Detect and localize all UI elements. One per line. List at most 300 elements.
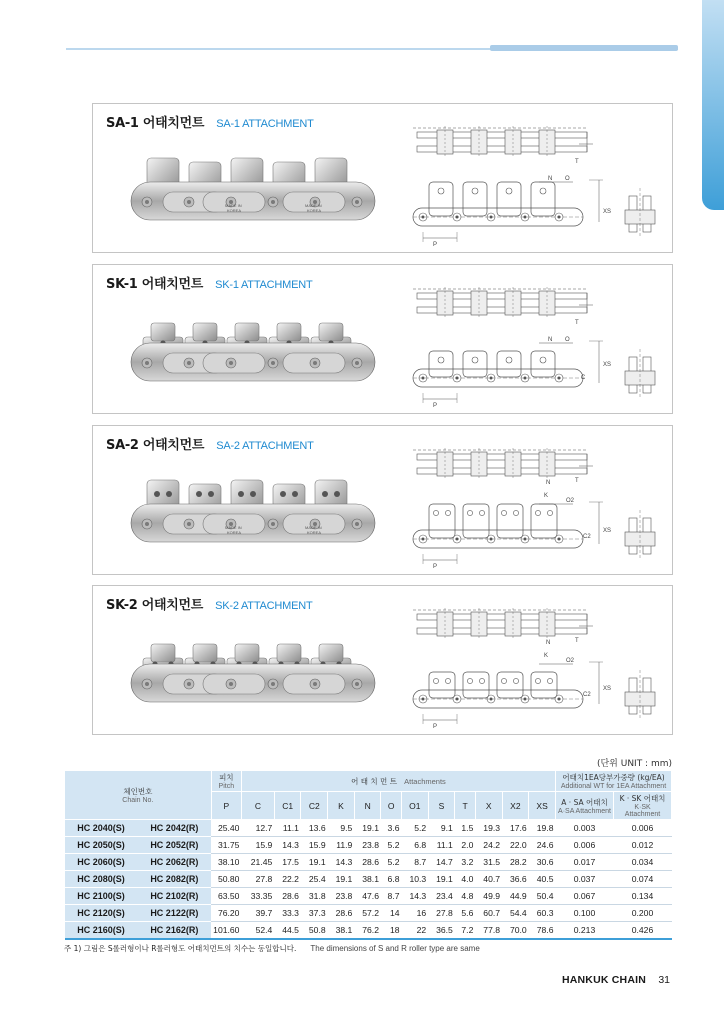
dim-label-k: K [544,493,549,499]
table-cell: 14.3 [402,888,429,905]
dim-label-xs: XS [603,362,612,368]
weight-a: 0.006 [556,837,614,854]
dim-header: C1 [274,792,301,820]
table-cell: 24.2 [475,837,502,854]
chain-no-r: HC 2052(R) [137,837,211,854]
table-cell: 3.6 [381,820,402,837]
table-cell: 28.6 [354,854,381,871]
header-weight-en: Additional WT for 1EA Attachment [560,783,667,790]
table-cell: 11.1 [274,820,301,837]
section-title [106,112,314,132]
drawing-end-roller [625,692,655,706]
pin-head [187,682,191,686]
photo-stamp: KOREA [227,208,242,213]
dim-label-xs: XS [603,528,612,534]
table-cell: 77.8 [475,922,502,939]
chain-photo [123,630,381,722]
photo-stamp: MADE IN [225,525,242,530]
chain-no-s: HC 2080(S) [65,871,138,888]
photo-stamp: KOREA [307,530,322,535]
drawing-tab [497,182,521,216]
table-cell: 24.6 [529,837,556,854]
table-cell: 2.0 [455,837,476,854]
technical-drawing [403,110,665,248]
table-cell: 40.7 [475,871,502,888]
chain-no-r: HC 2122(R) [137,905,211,922]
table-cell: 23.8 [354,837,381,854]
dim-header: O1 [402,792,429,820]
page-number: 31 [658,974,670,986]
chain-no-r: HC 2162(R) [137,922,211,939]
pin-head [187,361,191,365]
table-row [65,888,672,905]
drawing-hole [506,357,512,363]
table-cell: 5.2 [381,837,402,854]
pin-head [187,200,191,204]
table-cell: 39.7 [241,905,274,922]
table-cell: 3.2 [455,854,476,871]
chain-photo [123,470,381,562]
drawing-hole [438,188,444,194]
title-ko: SK-2 어태치먼트 [106,598,204,613]
drawing-hole [467,510,472,515]
title-ko: SK-1 어태치먼트 [106,277,204,292]
header-pitch-ko: 피치 [219,773,234,782]
table-cell: 23.4 [428,888,455,905]
table-cell: 44.9 [502,888,529,905]
dim-label-t: T [575,478,579,484]
header-wt-k-en: K·SK Attachment [624,804,661,818]
table-cell: 36.5 [428,922,455,939]
table-cell: 76.20 [211,905,241,922]
table-cell: 14.3 [274,837,301,854]
weight-k: 0.034 [614,854,672,871]
drawing-hole [438,357,444,363]
drawing-tab [429,504,455,538]
weight-a: 0.100 [556,905,614,922]
technical-drawing [403,592,665,730]
drawing-end-roller [625,371,655,385]
drawing-tab [463,504,489,538]
table-cell: 14 [381,905,402,922]
table-cell: 52.4 [241,922,274,939]
section-sa1 [92,103,673,253]
drawing-tab [429,672,455,698]
chain-no-s: HC 2120(S) [65,905,138,922]
footer-brand: HANKUK CHAIN [561,974,646,986]
title-ko: SA-2 어태치먼트 [106,438,205,453]
footnote-en: The dimensions of S and R roller type are same [310,944,480,953]
weight-k: 0.426 [614,922,672,939]
drawing-tab [497,672,523,698]
table-cell: 15.9 [241,837,274,854]
technical-drawing [403,271,665,409]
photo-stamp: MADE IN [225,203,242,208]
dim-header: T [455,792,476,820]
pin-head [145,200,149,204]
section-title [106,594,313,614]
tab-hole [196,491,202,497]
drawing-tab [531,504,557,538]
drawing-hole [513,678,518,683]
table-cell: 38.1 [354,871,381,888]
tab-hole [208,491,214,497]
attachment-tab [277,644,301,662]
chain-no-s: HC 2040(S) [65,820,138,837]
dim-label-o: O [565,337,570,343]
table-cell: 60.3 [529,905,556,922]
table-cell: 28.6 [328,905,355,922]
pin-head [271,682,275,686]
header-attach-en: Attachments [404,776,446,786]
drawing-tab [463,672,489,698]
table-cell: 19.1 [301,854,328,871]
drawing-tab [429,182,453,216]
dim-header: S [428,792,455,820]
drawing-hole [547,678,552,683]
dim-header: N [354,792,381,820]
table-cell: 16 [402,905,429,922]
dim-label-p: P [433,564,438,570]
header-wt-k-ko: K · SK 어태치 [619,794,666,803]
attachment-tab [193,323,217,341]
header-pitch-en: Pitch [218,783,235,790]
chain-no-s: HC 2160(S) [65,922,138,939]
table-cell: 22 [402,922,429,939]
photo-stamp: MADE IN [305,525,322,530]
photo-stamp: KOREA [227,530,242,535]
table-cell: 28.2 [502,854,529,871]
section-title [106,273,313,293]
unit-note: (단위 UNIT : mm) [596,759,672,769]
title-en: SA-1 ATTACHMENT [216,118,314,130]
table-cell: 14.3 [328,854,355,871]
weight-a: 0.037 [556,871,614,888]
table-cell: 28.6 [274,888,301,905]
header-pitch [211,771,241,792]
title-en: SA-2 ATTACHMENT [216,440,314,452]
table-cell: 38.1 [328,922,355,939]
table-cell: 47.6 [354,888,381,905]
drawing-hole [467,678,472,683]
table-cell: 8.7 [402,854,429,871]
pin-head [355,522,359,526]
table-cell: 5.2 [402,820,429,837]
drawing-tab [531,672,557,698]
dim-label-k: K [544,653,549,659]
tab-hole [166,491,172,497]
attachment-tab [151,323,175,341]
table-cell: 17.6 [502,820,529,837]
title-ko: SA-1 어태치먼트 [106,116,205,131]
footnote-ko: 주 1) 그림은 S롤러형이나 R롤러형도 어태치먼트의 치수는 동일합니다. [64,944,297,953]
spec-table [64,770,672,940]
header-wt-a-en: A·SA Attachment [558,807,611,815]
drawing-tab [497,351,521,377]
pin-head [313,361,317,365]
top-rule-accent [490,45,678,51]
chain-no-s: HC 2100(S) [65,888,138,905]
table-cell: 19.8 [529,820,556,837]
drawing-tab [497,504,523,538]
chain-no-r: HC 2042(R) [137,820,211,837]
tab-hole [280,491,286,497]
dim-label-n: N [548,337,553,343]
dim-header: XS [529,792,556,820]
table-cell: 44.5 [274,922,301,939]
weight-k: 0.012 [614,837,672,854]
drawing-hole [547,510,552,515]
chain-no-r: HC 2082(R) [137,871,211,888]
drawing-end-roller [625,532,655,546]
table-row [65,820,672,837]
pin-head [229,682,233,686]
tab-hole [238,491,244,497]
drawing-hole [445,678,450,683]
chain-no-r: HC 2102(R) [137,888,211,905]
table-cell: 19.1 [428,871,455,888]
table-cell: 37.3 [301,905,328,922]
dim-label-o2: O2 [566,498,575,504]
dim-label-n: N [548,176,553,182]
table-cell: 8.7 [381,888,402,905]
table-cell: 31.5 [475,854,502,871]
table-cell: 40.5 [529,871,556,888]
table-cell: 54.4 [502,905,529,922]
drawing-tab [429,351,453,377]
table-cell: 76.2 [354,922,381,939]
header-chain-no-en: Chain No. [122,797,154,804]
table-row [65,871,672,888]
pin-head [271,361,275,365]
pin-head [313,682,317,686]
header-wt-a [556,792,614,820]
weight-k: 0.074 [614,871,672,888]
table-cell: 30.6 [529,854,556,871]
dim-header: P [211,792,241,820]
chain-no-s: HC 2050(S) [65,837,138,854]
drawing-tab [531,182,555,216]
dim-label-n: N [546,480,551,486]
table-cell: 23.8 [328,888,355,905]
dim-header: X2 [502,792,529,820]
dim-label-p: P [433,724,438,730]
technical-drawing [403,432,665,570]
table-cell: 6.8 [381,871,402,888]
header-wt-a-ko: A · SA 어태치 [561,797,608,807]
dim-label-o: O [565,176,570,182]
table-cell: 9.5 [328,820,355,837]
chain-no-s: HC 2060(S) [65,854,138,871]
table-cell: 22.0 [502,837,529,854]
drawing-hole [540,188,546,194]
table-cell: 49.9 [475,888,502,905]
weight-a: 0.017 [556,854,614,871]
table-cell: 7.2 [455,922,476,939]
table-cell: 50.8 [301,922,328,939]
table-cell: 21.45 [241,854,274,871]
attachment-tab [151,644,175,662]
weight-k: 0.134 [614,888,672,905]
dim-label-t: T [575,159,579,165]
table-cell: 19.1 [328,871,355,888]
footnote [64,943,480,954]
table-cell: 27.8 [428,905,455,922]
attachment-tab [319,323,343,341]
drawing-tab [463,351,487,377]
photo-stamp: MADE IN [305,203,322,208]
pin-head [145,361,149,365]
attachment-tab [235,644,259,662]
dim-header: X [475,792,502,820]
drawing-hole [540,357,546,363]
table-cell: 33.3 [274,905,301,922]
table-cell: 70.0 [502,922,529,939]
drawing-hole [513,510,518,515]
table-cell: 4.8 [455,888,476,905]
drawing-hole [433,678,438,683]
dim-label-t: T [575,638,579,644]
pin-head [355,200,359,204]
table-row [65,922,672,939]
drawing-hole [535,678,540,683]
tab-hole [250,491,256,497]
table-cell: 5.6 [455,905,476,922]
dim-label-c2: C2 [583,692,591,698]
table-cell: 63.50 [211,888,241,905]
dim-label-xs: XS [603,686,612,692]
table-cell: 25.40 [211,820,241,837]
pin-head [187,522,191,526]
drawing-tab [531,351,555,377]
pin-head [355,361,359,365]
pin-head [229,361,233,365]
drawing-hole [501,510,506,515]
table-row [65,905,672,922]
pin-head [271,200,275,204]
table-cell: 13.6 [301,820,328,837]
table-cell: 1.5 [455,820,476,837]
table-row [65,854,672,871]
chain-photo [123,309,381,401]
dim-label-xs: XS [603,209,612,215]
table-cell: 19.3 [475,820,502,837]
attachment-tab [193,644,217,662]
tab-hole [334,491,340,497]
section-sk2 [92,585,673,735]
table-cell: 78.6 [529,922,556,939]
header-weight-ko: 어태치1EA당부가중량 (kg/EA) [562,773,665,782]
table-cell: 38.10 [211,854,241,871]
photo-stamp: KOREA [307,208,322,213]
tab-hole [292,491,298,497]
table-cell: 18 [381,922,402,939]
dim-label-p: P [433,242,438,248]
weight-a: 0.003 [556,820,614,837]
dim-header: C2 [301,792,328,820]
header-weight [556,771,672,792]
table-cell: 5.2 [381,854,402,871]
weight-k: 0.006 [614,820,672,837]
table-cell: 31.8 [301,888,328,905]
table-cell: 11.1 [428,837,455,854]
table-cell: 9.1 [428,820,455,837]
table-cell: 50.4 [529,888,556,905]
table-cell: 60.7 [475,905,502,922]
table-cell: 14.7 [428,854,455,871]
title-en: SK-2 ATTACHMENT [215,600,313,612]
pin-head [145,522,149,526]
section-sk1 [92,264,673,414]
dim-label-o2: O2 [566,658,575,664]
table-cell: 15.9 [301,837,328,854]
drawing-end-roller [625,210,655,224]
dim-label-c2: C2 [583,534,591,540]
table-cell: 57.2 [354,905,381,922]
weight-a: 0.067 [556,888,614,905]
header-chain-no-ko: 체인번호 [123,787,153,796]
weight-a: 0.213 [556,922,614,939]
drawing-hole [479,510,484,515]
pin-head [355,682,359,686]
dim-header: K [328,792,355,820]
tab-hole [322,491,328,497]
dim-header: O [381,792,402,820]
table-cell: 12.7 [241,820,274,837]
table-cell: 22.2 [274,871,301,888]
drawing-hole [501,678,506,683]
table-cell: 36.6 [502,871,529,888]
pin-head [145,682,149,686]
header-attach-ko: 어 태 치 먼 트 [351,776,397,786]
table-cell: 50.80 [211,871,241,888]
table-cell: 31.75 [211,837,241,854]
chain-photo [123,148,381,240]
header-wt-k [614,792,672,820]
drawing-hole [433,510,438,515]
attachment-tab [235,323,259,341]
drawing-hole [472,357,478,363]
table-cell: 33.35 [241,888,274,905]
drawing-hole [506,188,512,194]
tab-hole [154,491,160,497]
dim-header: C [241,792,274,820]
table-row [65,837,672,854]
dim-label-c: C [581,375,586,381]
table-cell: 17.5 [274,854,301,871]
table-cell: 11.9 [328,837,355,854]
header-attachments [241,771,555,792]
drawing-hole [535,510,540,515]
dim-label-n: N [546,640,551,646]
side-tab [702,0,724,210]
table-cell: 101.60 [211,922,241,939]
weight-k: 0.200 [614,905,672,922]
chain-no-r: HC 2062(R) [137,854,211,871]
dim-label-t: T [575,320,579,326]
pin-head [271,522,275,526]
table-cell: 19.1 [354,820,381,837]
attachment-tab [319,644,343,662]
table-cell: 6.8 [402,837,429,854]
table-cell: 10.3 [402,871,429,888]
attachment-tab [277,323,301,341]
header-chain-no [65,771,212,820]
title-en: SK-1 ATTACHMENT [215,279,313,291]
drawing-tab [463,182,487,216]
drawing-hole [445,510,450,515]
table-cell: 27.8 [241,871,274,888]
